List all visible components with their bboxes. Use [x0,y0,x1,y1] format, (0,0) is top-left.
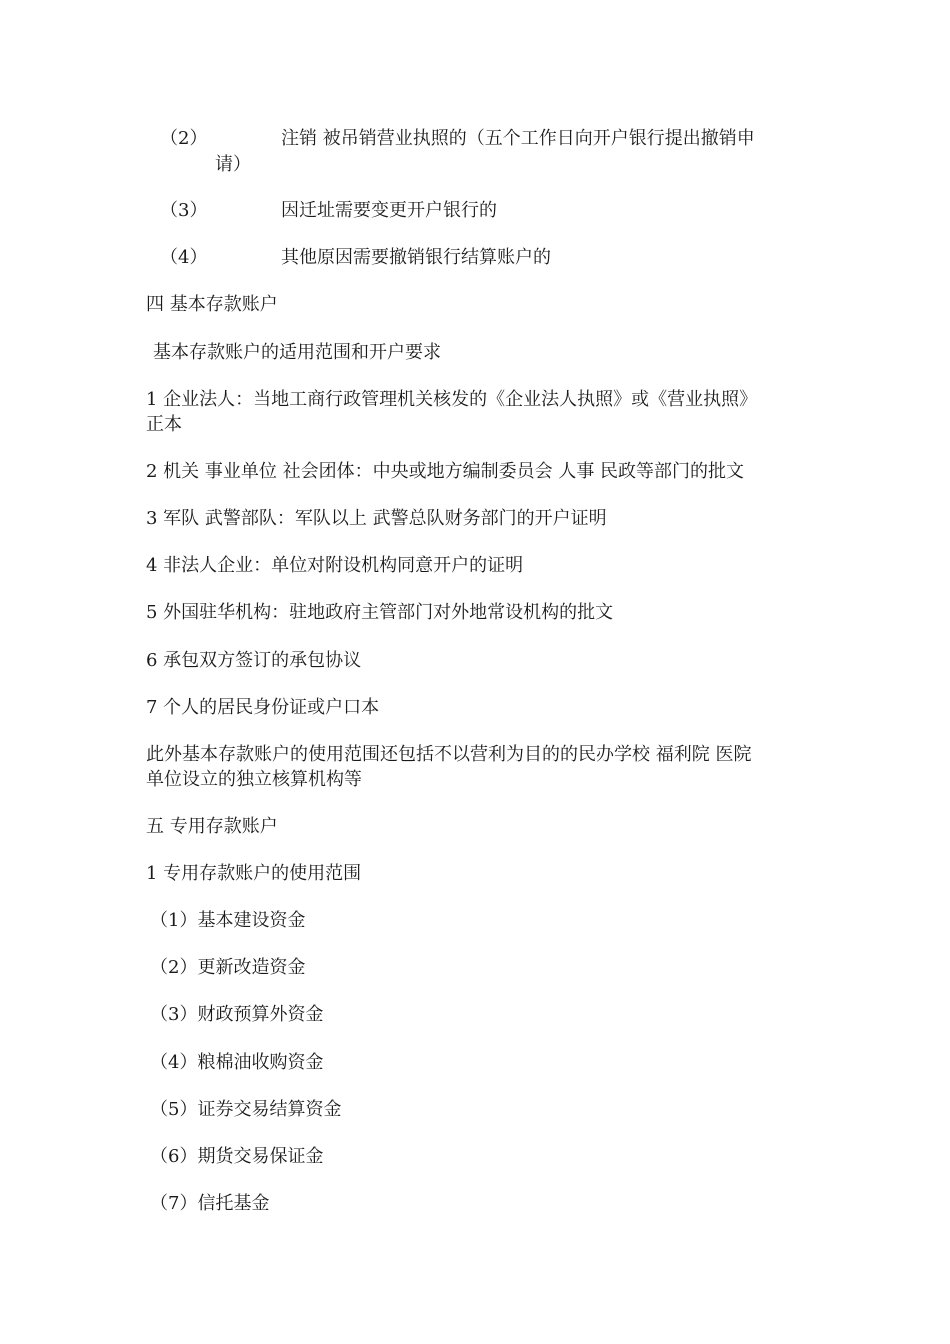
list-item-text: 其他原因需要撤销银行结算账户的 [281,247,551,268]
list-item-text-continuation: 请） [215,154,251,175]
paragraph-continuation: 单位设立的独立核算机构等 [146,769,362,790]
paragraph: 5 外国驻华机构：驻地政府主管部门对外地常设机构的批文 [146,602,614,623]
paragraph: 4 非法人企业：单位对附设机构同意开户的证明 [146,555,524,576]
section-heading: 五 专用存款账户 [146,816,278,837]
list-item: （2）更新改造资金 [150,957,306,978]
list-item: （6）期货交易保证金 [150,1146,324,1167]
paragraph: 7 个人的居民身份证或户口本 [146,697,380,718]
list-item: （7）信托基金 [150,1193,270,1214]
paragraph: 此外基本存款账户的使用范围还包括不以营利为目的的民办学校 福利院 医院 [146,744,752,765]
paragraph: 1 企业法人：当地工商行政管理机关核发的《企业法人执照》或《营业执照》 [146,389,758,410]
list-item: （5）证券交易结算资金 [150,1099,342,1120]
paragraph-continuation: 正本 [146,414,182,435]
list-item-number: （2） [160,128,208,149]
list-item: （4）粮棉油收购资金 [150,1052,324,1073]
section-subheading: 基本存款账户的适用范围和开户要求 [153,342,441,363]
list-item-text: 因迁址需要变更开户银行的 [281,200,497,221]
section-subheading: 1 专用存款账户的使用范围 [146,863,362,884]
list-item: （3）财政预算外资金 [150,1004,324,1025]
paragraph: 2 机关 事业单位 社会团体：中央或地方编制委员会 人事 民政等部门的批文 [146,461,745,482]
list-item-number: （4） [160,247,208,268]
list-item-text: 注销 被吊销营业执照的（五个工作日向开户银行提出撤销申 [281,128,755,149]
list-item: （1）基本建设资金 [150,910,306,931]
paragraph: 6 承包双方签订的承包协议 [146,650,362,671]
paragraph: 3 军队 武警部队：军队以上 武警总队财务部门的开户证明 [146,508,607,529]
list-item-number: （3） [160,200,208,221]
section-heading: 四 基本存款账户 [146,294,278,315]
